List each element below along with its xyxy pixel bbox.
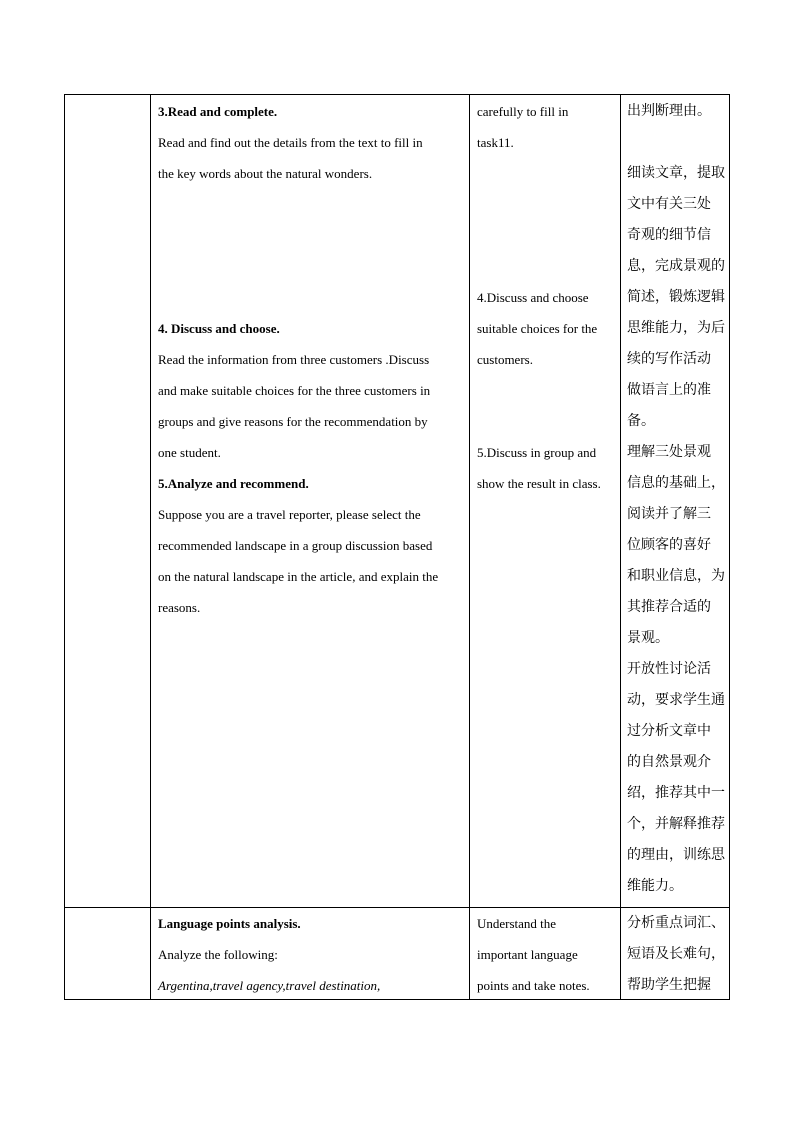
purpose-line: 动，要求学生通 (627, 692, 725, 708)
step3-line: the key words about the natural wonders. (158, 166, 373, 181)
step3-line: Read and find out the details from the text to fill in (158, 135, 423, 150)
purpose-line: 理解三处景观 (627, 444, 711, 460)
table-border-left (64, 94, 65, 1000)
step5-line: Suppose you are a travel reporter, please select the (158, 507, 421, 522)
row1-student-cell (477, 96, 617, 499)
student-line: points and take notes. (477, 978, 590, 993)
purpose-line: 续的写作活动 (627, 351, 711, 367)
purpose-line: 景观。 (627, 630, 669, 646)
step5-heading: 5.Analyze and recommend. (158, 476, 309, 491)
purpose-line: 开放性讨论活 (627, 661, 711, 677)
row2-student-cell (477, 908, 617, 1001)
row1-activities-cell (158, 96, 464, 623)
purpose-line: 思维能力，为后 (627, 320, 725, 336)
language-points-line: Analyze the following: (158, 947, 278, 962)
purpose-line: 的理由，训练思 (627, 847, 725, 863)
table-divider-col2 (469, 94, 470, 1000)
purpose-line: 短语及长难句， (627, 946, 725, 962)
purpose-line: 过分析文章中 (627, 723, 711, 739)
lesson-plan-table (64, 94, 730, 1000)
step5-line: recommended landscape in a group discussion based (158, 538, 433, 553)
purpose-line: 维能力。 (627, 878, 683, 894)
student-line: show the result in class. (477, 476, 601, 491)
purpose-line: 简述，锻炼逻辑 (627, 289, 725, 305)
table-border-right (729, 94, 730, 1000)
purpose-line: 其推荐合适的 (627, 599, 711, 615)
step4-line: and make suitable choices for the three customers in (158, 383, 431, 398)
step4-line: one student. (158, 445, 221, 460)
step5-line: on the natural landscape in the article, and explain the (158, 569, 439, 584)
student-line: 5.Discuss in group and (477, 445, 597, 460)
table-border-top (64, 94, 730, 95)
step4-heading: 4. Discuss and choose. (158, 321, 280, 336)
purpose-line: 位顾客的喜好 (627, 537, 711, 553)
step4-line: Read the information from three customers .Discuss (158, 352, 430, 367)
purpose-line: 阅读并了解三 (627, 506, 711, 522)
table-divider-col3 (620, 94, 621, 1000)
row2-activities-cell (158, 908, 464, 1001)
student-line: customers. (477, 352, 533, 367)
table-divider-col1 (150, 94, 151, 1000)
language-points-heading: Language points analysis. (158, 916, 301, 931)
step3-heading: 3.Read and complete. (158, 104, 278, 119)
student-line: 4.Discuss and choose (477, 290, 589, 305)
purpose-line: 备。 (627, 413, 655, 429)
purpose-line: 信息的基础上， (627, 475, 725, 491)
purpose-line: 文中有关三处 (627, 196, 711, 212)
purpose-line: 绍，推荐其中一 (627, 785, 725, 801)
purpose-line: 和职业信息，为 (627, 568, 725, 584)
purpose-line: 做语言上的准 (627, 382, 711, 398)
purpose-line: 出判断理由。 (627, 103, 711, 119)
purpose-line: 个，并解释推荐 (627, 816, 725, 832)
purpose-line: 分析重点词汇、 (627, 915, 725, 931)
student-line: suitable choices for the (477, 321, 598, 336)
purpose-line: 息，完成景观的 (627, 258, 725, 274)
student-line: carefully to fill in (477, 104, 569, 119)
step5-line: reasons. (158, 600, 201, 615)
row1-purpose-cell (627, 96, 727, 902)
student-line: important language (477, 947, 578, 962)
purpose-line: 的自然景观介 (627, 754, 711, 770)
student-line: Understand the (477, 916, 557, 931)
row2-purpose-cell (627, 908, 727, 1001)
purpose-line: 奇观的细节信 (627, 227, 711, 243)
step4-line: groups and give reasons for the recommendation by (158, 414, 428, 429)
purpose-line: 细读文章，提取 (627, 165, 725, 181)
purpose-line: 帮助学生把握 (627, 977, 711, 993)
language-points-italic: Argentina,travel agency,travel destination, (158, 978, 381, 993)
student-line: task11. (477, 135, 514, 150)
